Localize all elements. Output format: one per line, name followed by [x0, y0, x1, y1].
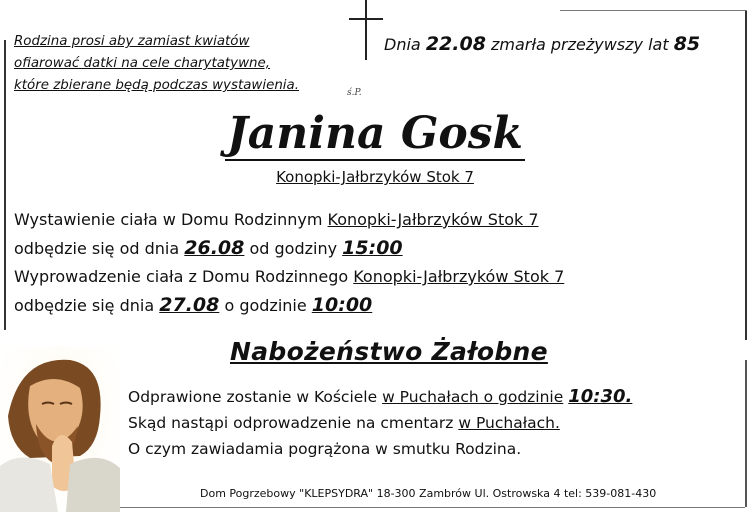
death-age: 85: [673, 33, 701, 55]
donation-note-line: ofiarować datki na cele charytatywne,: [14, 56, 271, 71]
frame-border-bottom: [120, 507, 745, 508]
cross-icon: [365, 0, 367, 60]
service-title: Nabożeństwo Żałobne: [230, 337, 548, 366]
visitation-place: Konopki-Jałbrzyków Stok 7: [327, 210, 539, 229]
donation-note-line: Rodzina prosi aby zamiast kwiatów: [14, 34, 250, 49]
deceased-address: [0, 168, 750, 186]
frame-border-top: [560, 10, 747, 11]
procession-line: odbędzie się dnia 27.08 o godzinie 10:00: [14, 294, 373, 316]
procession-line: Wyprowadzenie ciała z Domu Rodzinnego Konopki-Jałbrzyków Stok 7: [14, 267, 565, 286]
service-time: 10:30.: [568, 386, 633, 407]
death-middle: zmarła przeżywszy lat: [491, 35, 669, 54]
deceased-name-text: Janina Gosk: [226, 108, 524, 159]
donation-note: [14, 31, 354, 97]
visitation-line: Wystawienie ciała w Domu Rodzinnym Konopki-Jałbrzyków Stok 7: [14, 210, 539, 229]
visitation-date: 26.08: [184, 237, 245, 259]
death-prefix: Dnia: [384, 35, 421, 54]
visitation-block: [14, 206, 564, 320]
procession-time: 10:00: [311, 294, 373, 316]
cross-icon-bar: [349, 18, 383, 20]
sp-abbreviation: ś.P.: [347, 88, 362, 98]
deceased-address-text: Konopki-Jałbrzyków Stok 7: [276, 168, 474, 186]
service-block: [128, 384, 632, 462]
service-line: Odprawione zostanie w Kościele w Puchałach o godzinie 10:30.: [128, 386, 633, 407]
procession-date: 27.08: [159, 294, 220, 316]
funeral-home-footer: Dom Pogrzebowy "KLEPSYDRA" 18-300 Zambrów Ul. Ostrowska 4 tel: 539-081-430: [200, 487, 657, 500]
death-date-line: [384, 33, 700, 55]
death-date: 22.08: [425, 33, 486, 55]
cemetery-place: w Puchałach.: [458, 414, 560, 432]
service-line: Skąd nastąpi odprowadzenie na cmentarz w Puchałach.: [128, 414, 560, 432]
deceased-name: [0, 106, 750, 162]
service-line: O czym zawiadamia pogrążona w smutku Rodzina.: [128, 440, 522, 458]
visitation-time: 15:00: [342, 237, 403, 259]
visitation-line: odbędzie się od dnia 26.08 od godziny 15:00: [14, 237, 403, 259]
donation-note-line: które zbierane będą podczas wystawienia.: [14, 78, 299, 93]
praying-jesus-portrait-icon: [0, 346, 120, 512]
frame-border-right-lower: [745, 360, 747, 507]
service-place: w Puchałach o godzinie: [382, 388, 564, 406]
procession-place: Konopki-Jałbrzyków Stok 7: [353, 267, 565, 286]
